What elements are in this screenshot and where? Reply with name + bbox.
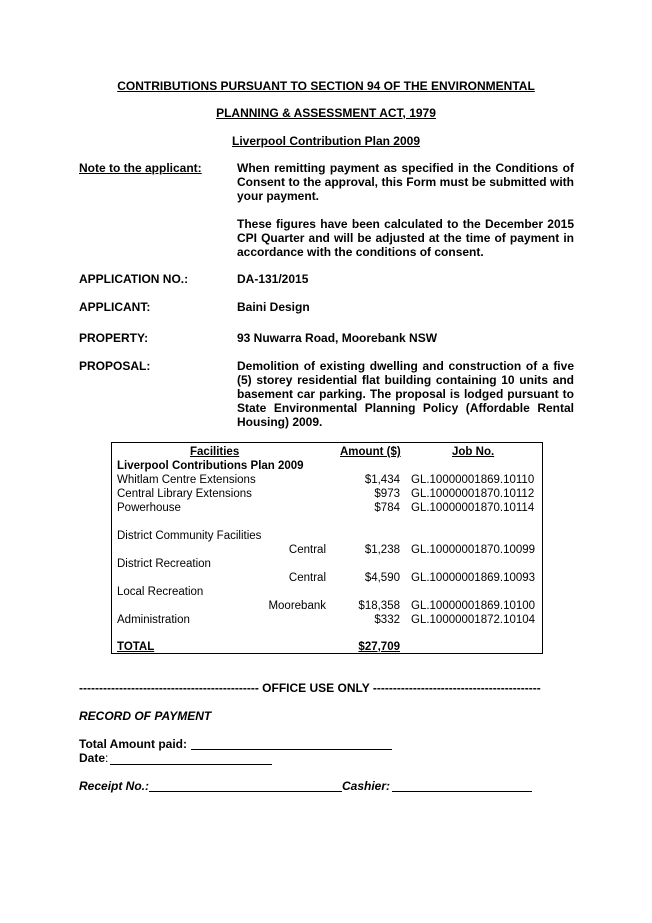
note-label: Note to the applicant:	[79, 161, 202, 175]
property-value: 93 Nuwarra Road, Moorebank NSW	[237, 331, 438, 345]
job-cell: GL.10000001869.10100	[411, 600, 536, 612]
column-header-job: Job No.	[452, 446, 495, 458]
property-label: PROPERTY:	[79, 331, 149, 345]
cashier-label: Cashier:	[342, 779, 391, 793]
amount-cell: $4,590	[364, 572, 400, 584]
job-cell: GL.10000001870.10114	[411, 502, 535, 514]
facility-cell: Powerhouse	[117, 502, 181, 514]
divider-right: ------------------------------------------	[372, 681, 541, 695]
cashier-field[interactable]	[392, 791, 532, 792]
job-cell: GL.10000001870.10099	[411, 544, 536, 556]
total-value: $27,709	[358, 641, 400, 653]
application-label: APPLICATION NO.:	[79, 272, 189, 286]
office-use-divider	[79, 681, 541, 695]
header-line-3: Liverpool Contribution Plan 2009	[231, 134, 421, 148]
amount-cell: $973	[374, 488, 400, 500]
column-header-facilities: Facilities	[190, 446, 240, 458]
date-field[interactable]	[110, 764, 272, 765]
job-cell: GL.10000001869.10093	[411, 572, 536, 584]
divider-left: ---------------------------------------------	[79, 681, 259, 695]
office-use-title: OFFICE USE ONLY	[262, 681, 370, 695]
column-header-amount: Amount ($)	[340, 446, 401, 458]
total-amount-paid-label: Total Amount paid:	[79, 737, 187, 751]
note-paragraph-1: When remitting payment as specified in the Conditions of Consent to the approval, this Form must be submitted with your payment.	[237, 161, 574, 203]
total-amount-paid-field[interactable]	[191, 749, 392, 750]
header-line-1: CONTRIBUTIONS PURSUANT TO SECTION 94 OF THE ENVIRONMENTAL	[117, 79, 535, 93]
facility-cell: Administration	[117, 614, 190, 626]
amount-cell: $1,434	[364, 474, 400, 486]
facility-cell: Central Library Extensions	[117, 488, 252, 500]
record-of-payment-heading: RECORD OF PAYMENT	[79, 709, 212, 723]
applicant-value: Baini Design	[237, 300, 310, 314]
header-line-2: PLANNING & ASSESSMENT ACT, 1979	[216, 106, 436, 120]
application-value: DA-131/2015	[237, 272, 309, 286]
facility-cell: District Recreation	[117, 558, 211, 570]
sub-area-cell: Central	[288, 544, 326, 556]
facility-cell: District Community Facilities	[117, 530, 262, 542]
job-cell: GL.10000001872.10104	[411, 614, 536, 626]
applicant-label: APPLICANT:	[79, 300, 151, 314]
facility-cell: Whitlam Centre Extensions	[117, 474, 256, 486]
receipt-no-label: Receipt No.:	[79, 779, 150, 793]
proposal-label: PROPOSAL:	[79, 359, 151, 373]
note-paragraph-2: These figures have been calculated to the December 2015 CPI Quarter and will be adjusted at the time of payment in accordance with the conditions of consent.	[237, 217, 574, 259]
sub-area-cell: Central	[288, 572, 326, 584]
amount-cell: $1,238	[364, 544, 400, 556]
sub-area-cell: Moorebank	[268, 600, 326, 612]
facility-cell: Local Recreation	[117, 586, 204, 598]
total-label: TOTAL	[117, 641, 155, 653]
amount-cell: $784	[374, 502, 400, 514]
contributions-table	[111, 442, 543, 654]
proposal-value: Demolition of existing dwelling and construction of a five (5) storey residential flat building containing 10 units and basement car parking. The proposal is lodged pursuant to State Environmental Planning Policy (Affordable Rental Housing) 2009.	[237, 359, 574, 429]
job-cell: GL.10000001869.10110	[411, 474, 535, 486]
amount-cell: $18,358	[358, 600, 400, 612]
job-cell: GL.10000001870.10112	[411, 488, 535, 500]
date-label: Date:	[79, 751, 109, 765]
amount-cell: $332	[374, 614, 400, 626]
date-label-text: Date	[79, 751, 106, 765]
receipt-no-field[interactable]	[149, 791, 342, 792]
plan-title: Liverpool Contributions Plan 2009	[117, 460, 304, 472]
